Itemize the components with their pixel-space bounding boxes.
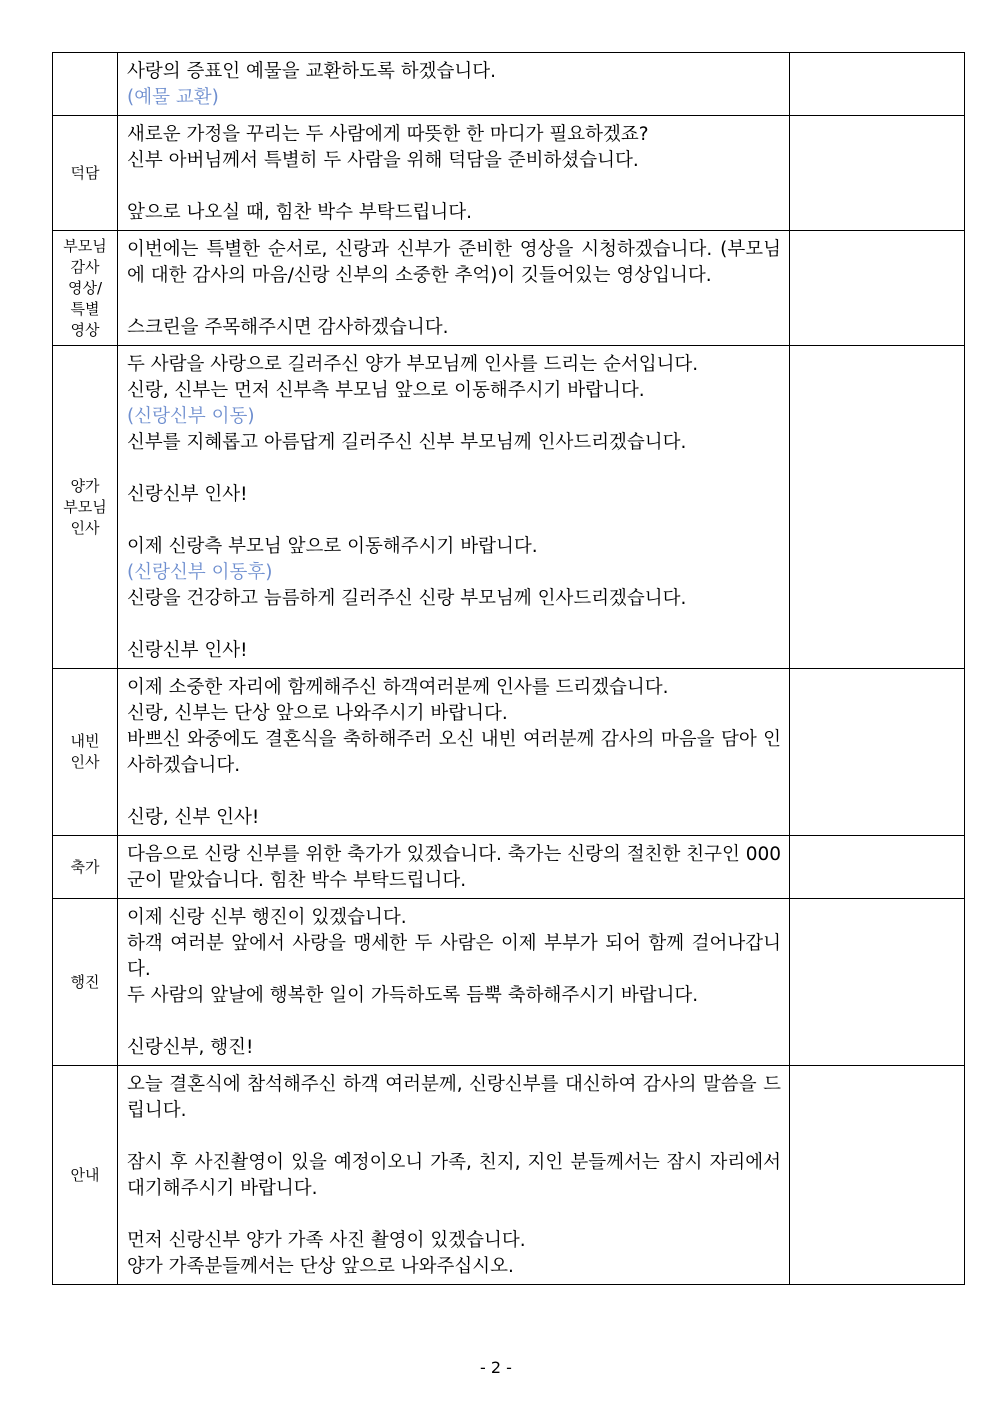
script-line: 이제 소중한 자리에 함께해주신 하객여러분께 인사를 드리겠습니다.: [127, 677, 669, 698]
script-line: 신랑, 신부는 먼저 신부측 부모님 앞으로 이동해주시기 바랍니다.: [127, 380, 645, 401]
blank-line: [127, 289, 781, 315]
script-line: 앞으로 나오실 때, 힘찬 박수 부탁드립니다.: [127, 202, 472, 223]
section-label-cell: [53, 1066, 118, 1285]
script-line: 신랑신부, 행진!: [127, 1037, 254, 1058]
script-row: [53, 669, 965, 836]
script-line: 오늘 결혼식에 참석해주신 하객 여러분께, 신랑신부를 대신하여 감사의 말씀을 드립니다.: [127, 1074, 781, 1121]
script-line: 이제 신랑측 부모님 앞으로 이동해주시기 바랍니다.: [127, 536, 538, 557]
script-content-cell: [118, 346, 790, 669]
script-content-cell: [118, 669, 790, 836]
blank-line: [127, 174, 781, 200]
script-content-cell: [118, 1066, 790, 1285]
script-line: 이번에는 특별한 순서로, 신랑과 신부가 준비한 영상을 시청하겠습니다. (부모님에 대한 감사의 마음/신랑 신부의 소중한 추억)이 깃들어있는 영상입니다.: [127, 239, 781, 286]
script-content-cell: [118, 899, 790, 1066]
script-line: 두 사람의 앞날에 행복한 일이 가득하도록 듬뿍 축하해주시기 바랍니다.: [127, 985, 699, 1006]
script-content-cell: [118, 116, 790, 231]
blank-line: [127, 1009, 781, 1035]
notes-cell: [790, 231, 965, 346]
section-label: 부모님 감사 영상/ 특별 영상: [63, 236, 107, 339]
blank-line: [127, 779, 781, 805]
section-label-cell: [53, 669, 118, 836]
script-line: 다음으로 신랑 신부를 위한 축가가 있겠습니다. 축가는 신랑의 절친한 친구인 000군이 맡았습니다. 힘찬 박수 부탁드립니다.: [127, 844, 782, 891]
script-line: 잠시 후 사진촬영이 있을 예정이오니 가족, 친지, 지인 분들께서는 잠시 자리에서 대기해주시기 바랍니다.: [127, 1152, 781, 1199]
script-line: 신부 아버님께서 특별히 두 사람을 위해 덕담을 준비하셨습니다.: [127, 150, 639, 171]
stage-direction: (예물 교환): [127, 87, 219, 108]
section-label: 행진: [70, 972, 100, 991]
stage-direction: (신랑신부 이동후): [127, 562, 273, 583]
section-label: 안내: [70, 1165, 100, 1184]
section-label-cell: [53, 116, 118, 231]
script-line: 이제 신랑 신부 행진이 있겠습니다.: [127, 907, 407, 928]
script-row: [53, 899, 965, 1066]
blank-line: [127, 612, 781, 638]
script-line: 바쁘신 와중에도 결혼식을 축하해주러 오신 내빈 여러분께 감사의 마음을 담아 인사하겠습니다.: [127, 729, 781, 776]
script-row: [53, 116, 965, 231]
blank-line: [127, 456, 781, 482]
section-label-cell: [53, 346, 118, 669]
script-row: [53, 1066, 965, 1285]
notes-cell: [790, 116, 965, 231]
notes-cell: [790, 53, 965, 116]
script-line: 신부를 지혜롭고 아름답게 길러주신 신부 부모님께 인사드리겠습니다.: [127, 432, 687, 453]
script-line: 신랑, 신부 인사!: [127, 807, 260, 828]
notes-cell: [790, 1066, 965, 1285]
script-line: 두 사람을 사랑으로 길러주신 양가 부모님께 인사를 드리는 순서입니다.: [127, 354, 699, 375]
blank-line: [127, 1124, 781, 1150]
script-row: [53, 836, 965, 899]
section-label-cell: [53, 836, 118, 899]
notes-cell: [790, 836, 965, 899]
section-label-cell: [53, 899, 118, 1066]
script-content-cell: [118, 231, 790, 346]
notes-cell: [790, 899, 965, 1066]
section-label: 내빈 인사: [70, 732, 100, 771]
script-table-body: [53, 53, 965, 1285]
section-label-cell: [53, 53, 118, 116]
notes-cell: [790, 346, 965, 669]
script-line: 신랑신부 인사!: [127, 640, 248, 661]
blank-line: [127, 1202, 781, 1228]
script-line: 양가 가족분들께서는 단상 앞으로 나와주십시오.: [127, 1256, 514, 1277]
stage-direction: (신랑신부 이동): [127, 406, 255, 427]
script-line: 신랑, 신부는 단상 앞으로 나와주시기 바랍니다.: [127, 703, 508, 724]
section-label: 덕담: [70, 163, 100, 182]
script-row: [53, 346, 965, 669]
script-line: 새로운 가정을 꾸리는 두 사람에게 따뜻한 한 마디가 필요하겠죠?: [127, 124, 649, 145]
script-content-cell: [118, 53, 790, 116]
section-label-cell: [53, 231, 118, 346]
script-line: 신랑을 건강하고 늠름하게 길러주신 신랑 부모님께 인사드리겠습니다.: [127, 588, 687, 609]
script-row: [53, 231, 965, 346]
script-line: 하객 여러분 앞에서 사랑을 맹세한 두 사람은 이제 부부가 되어 함께 걸어나갑니다.: [127, 933, 781, 980]
script-line: 스크린을 주목해주시면 감사하겠습니다.: [127, 317, 449, 338]
section-label: 양가 부모님 인사: [63, 476, 107, 537]
script-content-cell: [118, 836, 790, 899]
script-line: 신랑신부 인사!: [127, 484, 248, 505]
script-line: 사랑의 증표인 예물을 교환하도록 하겠습니다.: [127, 61, 496, 82]
script-row: [53, 53, 965, 116]
ceremony-script-table: [52, 52, 965, 1285]
script-line: 먼저 신랑신부 양가 가족 사진 촬영이 있겠습니다.: [127, 1230, 526, 1251]
page-number: - 2 -: [480, 1358, 512, 1377]
section-label: 축가: [70, 857, 100, 876]
notes-cell: [790, 669, 965, 836]
blank-line: [127, 508, 781, 534]
